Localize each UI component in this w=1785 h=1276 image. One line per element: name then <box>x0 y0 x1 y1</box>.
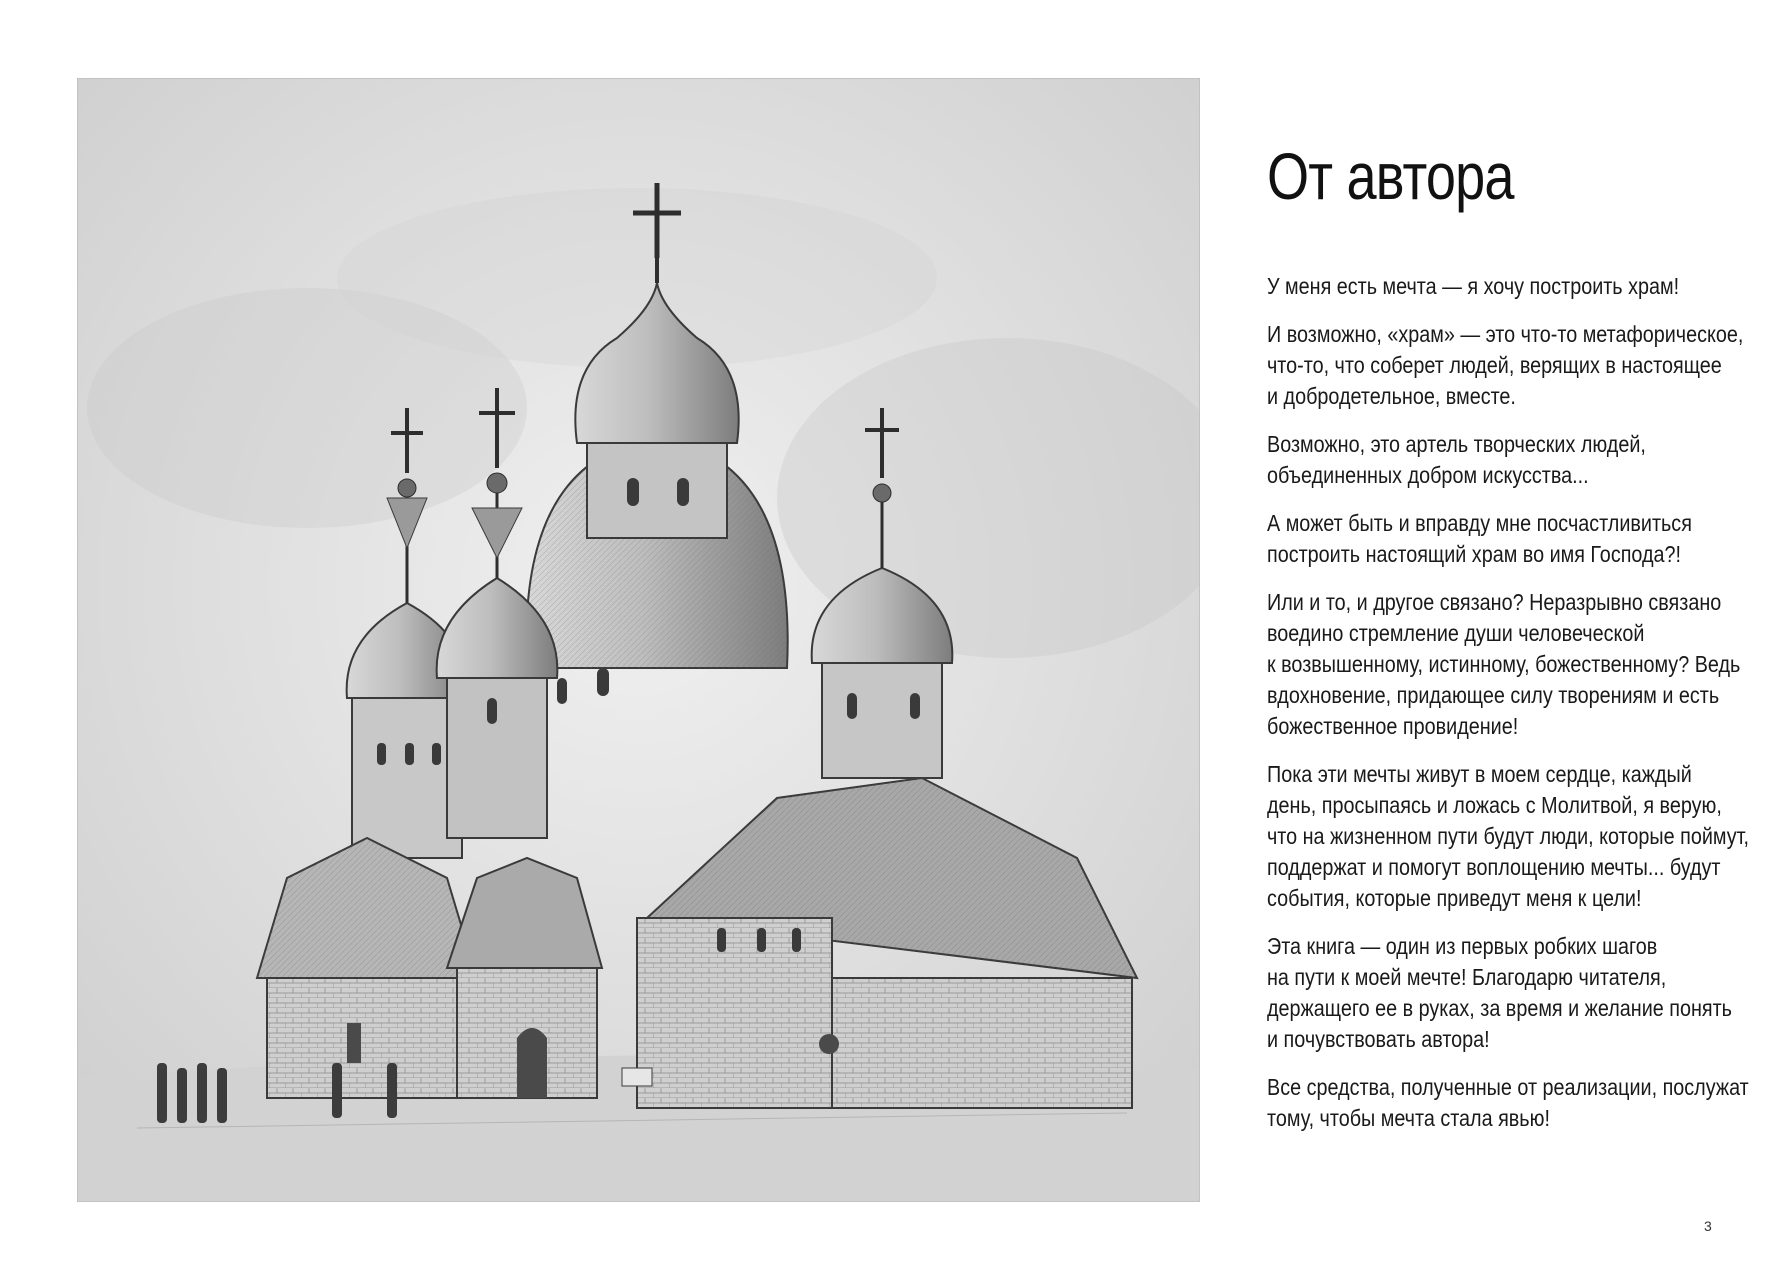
paragraph <box>1267 587 1749 742</box>
paragraph-line: события, которые приведут меня к цели! <box>1267 884 1642 911</box>
paragraph-line: объединенных добром искусства... <box>1267 461 1589 488</box>
paragraph-line: Эта книга — один из первых робких шагов <box>1267 932 1658 959</box>
paragraph-line: к возвышенному, истинному, божественному? Ведь <box>1267 650 1741 677</box>
paragraph-line: Или и то, и другое связано? Неразрывно связано <box>1267 588 1722 615</box>
paragraph <box>1267 1072 1749 1134</box>
paragraph <box>1267 271 1749 302</box>
page-number: 3 <box>1704 1218 1712 1234</box>
paragraph-line: У меня есть мечта — я хочу построить храм! <box>1267 272 1680 299</box>
paragraph-line: построить настоящий храм во имя Господа?! <box>1267 540 1682 567</box>
paragraph-line: И возможно, «храм» — это что-то метафорическое, <box>1267 320 1744 347</box>
paragraph-line: держащего ее в руках, за время и желание понять <box>1267 994 1732 1021</box>
paragraph-line: божественное провидение! <box>1267 712 1519 739</box>
paragraph-line: Возможно, это артель творческих людей, <box>1267 430 1646 457</box>
paragraph-line: тому, чтобы мечта стала явью! <box>1267 1104 1550 1131</box>
paragraph-line: Пока эти мечты живут в моем сердце, каждый <box>1267 760 1692 787</box>
paragraph-line: что на жизненном пути будут люди, которые поймут, <box>1267 822 1749 849</box>
paragraph-line: и добродетельное, вместе. <box>1267 382 1516 409</box>
paragraph <box>1267 429 1749 491</box>
paragraph <box>1267 931 1749 1055</box>
paragraph <box>1267 759 1749 914</box>
paragraph-line: воедино стремление души человеческой <box>1267 619 1645 646</box>
page-title: От автора <box>1267 139 1514 213</box>
paragraph-line: день, просыпаясь и ложась с Молитвой, я верую, <box>1267 791 1722 818</box>
church-engraving-image <box>77 78 1200 1202</box>
paragraph <box>1267 319 1749 412</box>
paragraph-line: поддержат и помогут воплощению мечты... будут <box>1267 853 1721 880</box>
paragraph-line: на пути к моей мечте! Благодарю читателя, <box>1267 963 1667 990</box>
author-foreword <box>1267 139 1749 1151</box>
paragraph-line: вдохновение, придающее силу творениям и есть <box>1267 681 1720 708</box>
church-illustration <box>77 78 1200 1202</box>
paragraph-line: А может быть и вправду мне посчастливиться <box>1267 509 1692 536</box>
paragraph <box>1267 508 1749 570</box>
paragraph-line: что-то, что соберет людей, верящих в настоящее <box>1267 351 1722 378</box>
paragraph-line: и почувствовать автора! <box>1267 1025 1490 1052</box>
paragraph-line: Все средства, полученные от реализации, послужат <box>1267 1073 1749 1100</box>
